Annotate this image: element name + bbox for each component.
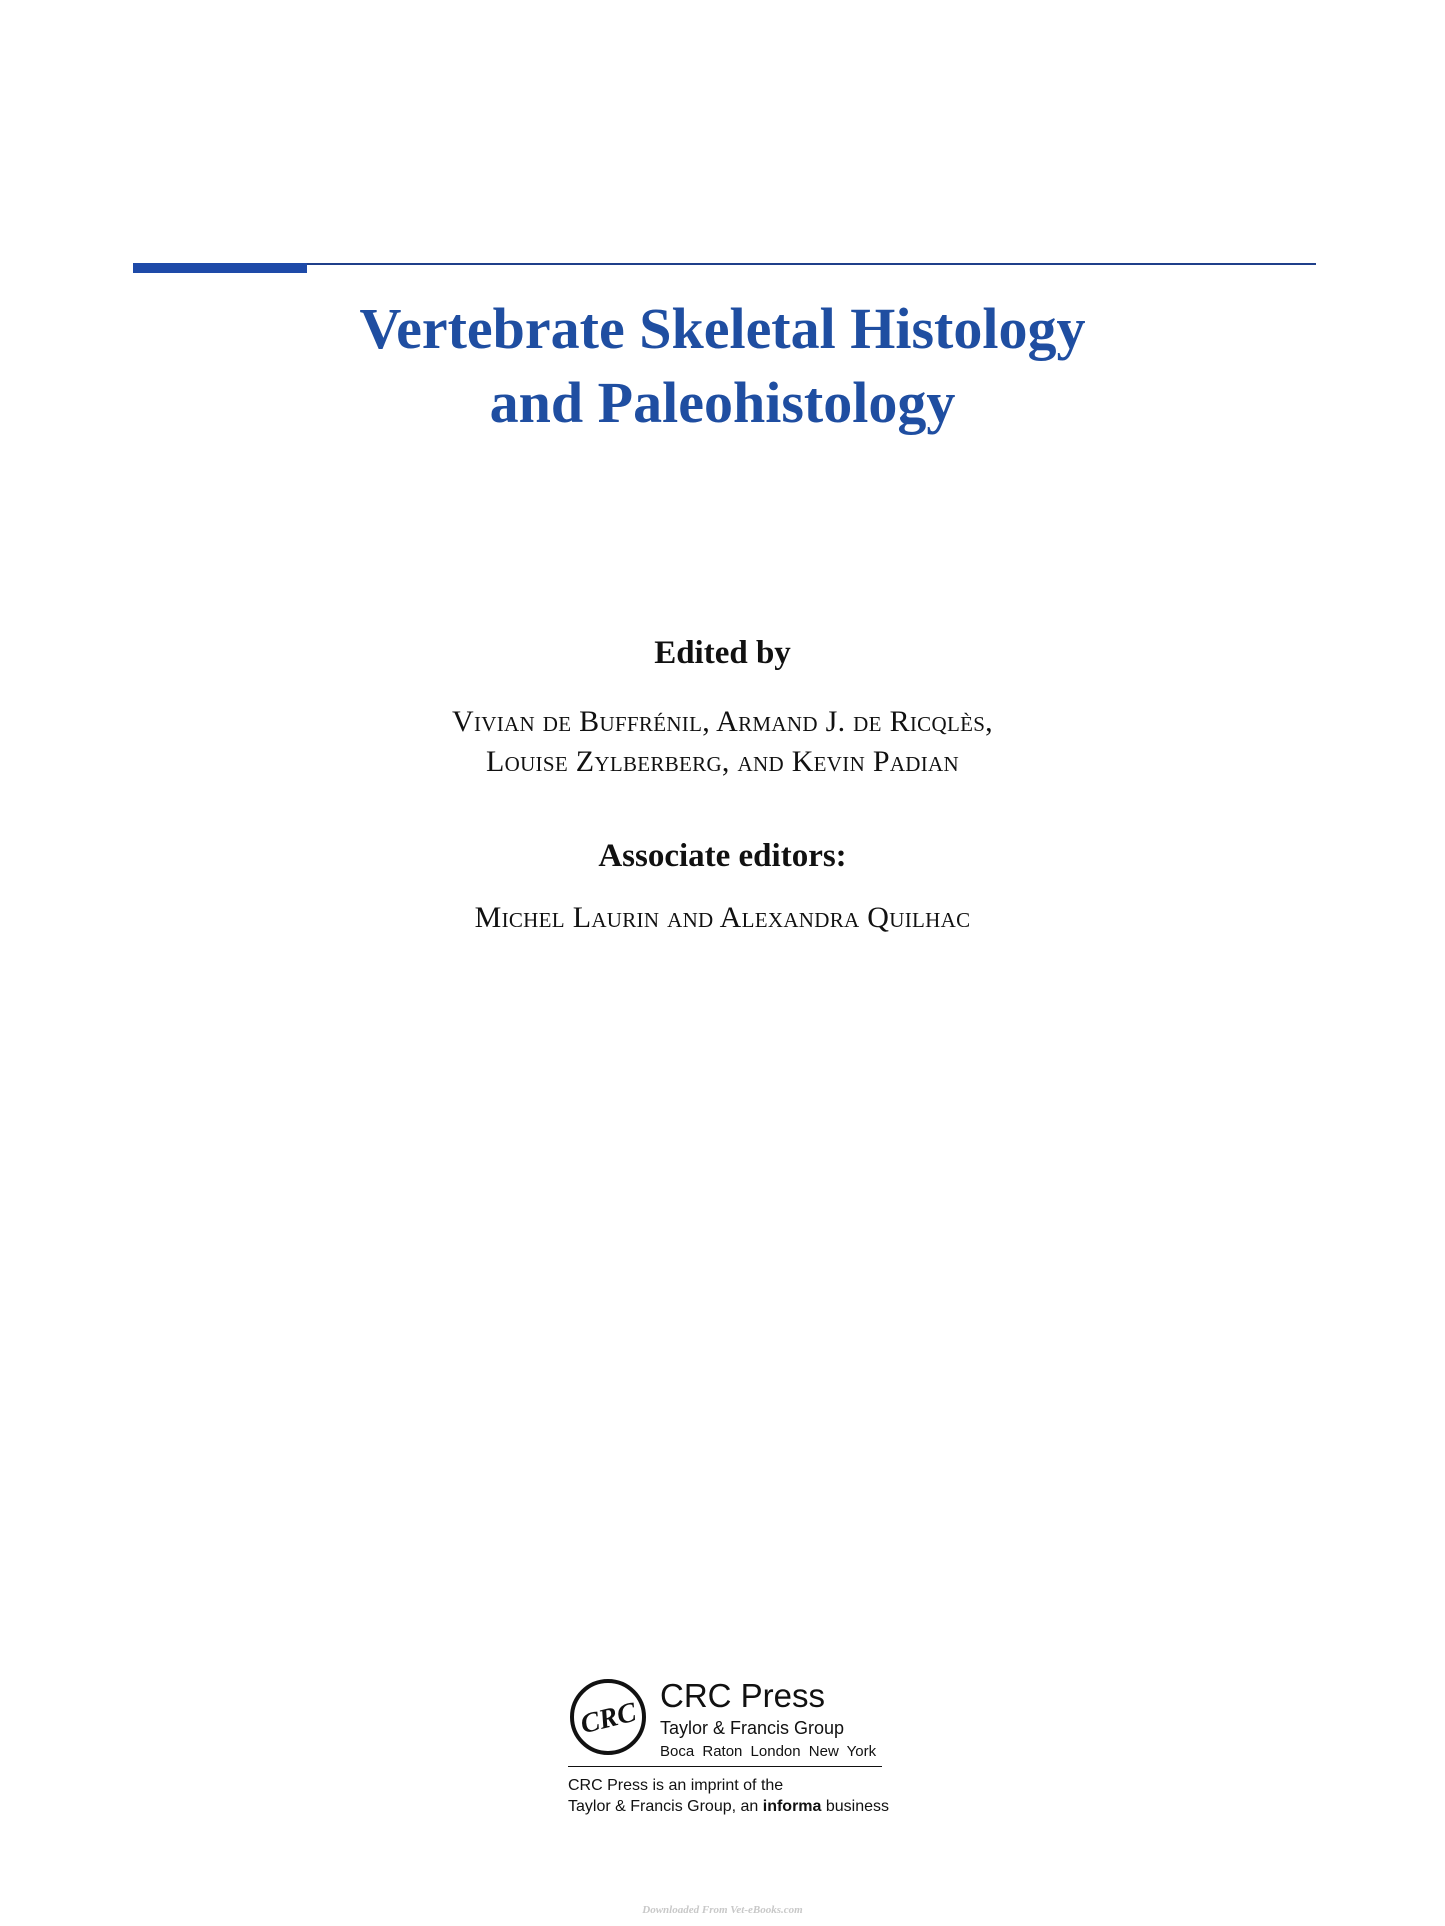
book-title <box>0 292 1445 440</box>
header-rule-accent <box>133 263 307 273</box>
publisher-logo-block <box>568 1677 888 1827</box>
download-watermark: Downloaded From Vet-eBooks.com <box>642 1904 803 1916</box>
associate-editors-names: Michel Laurin and Alexandra Quilhac <box>474 901 971 934</box>
imprint-line-2 <box>568 1796 889 1817</box>
header-rule <box>133 263 1316 265</box>
associate-editors-label: Associate editors: <box>598 838 847 874</box>
book-title-line-2: and Paleohistology <box>489 370 956 435</box>
publisher-cities: Boca Raton London New York <box>660 1743 877 1760</box>
editors-line-1: Vivian de Buffrénil, Armand J. de Ricqlès, <box>452 705 993 738</box>
imprint-notice <box>568 1775 889 1817</box>
informa-brand: informa <box>762 1798 822 1815</box>
imprint-line-2-start: Taylor & Francis Group, an <box>568 1798 763 1815</box>
publisher-group: Taylor & Francis Group <box>660 1718 845 1738</box>
edited-by-label: Edited by <box>654 635 791 671</box>
editors-list <box>0 702 1445 782</box>
crc-logo <box>568 1677 648 1757</box>
crc-logo-text: CRC <box>577 1696 640 1741</box>
imprint-line-1: CRC Press is an imprint of the <box>568 1777 784 1794</box>
publisher-name: CRC Press <box>660 1677 826 1714</box>
publisher-divider <box>568 1766 882 1767</box>
imprint-line-2-end: business <box>821 1798 890 1815</box>
book-title-line-1: Vertebrate Skeletal Histology <box>359 296 1086 361</box>
editors-line-2: Louise Zylberberg, and Kevin Padian <box>486 745 959 778</box>
